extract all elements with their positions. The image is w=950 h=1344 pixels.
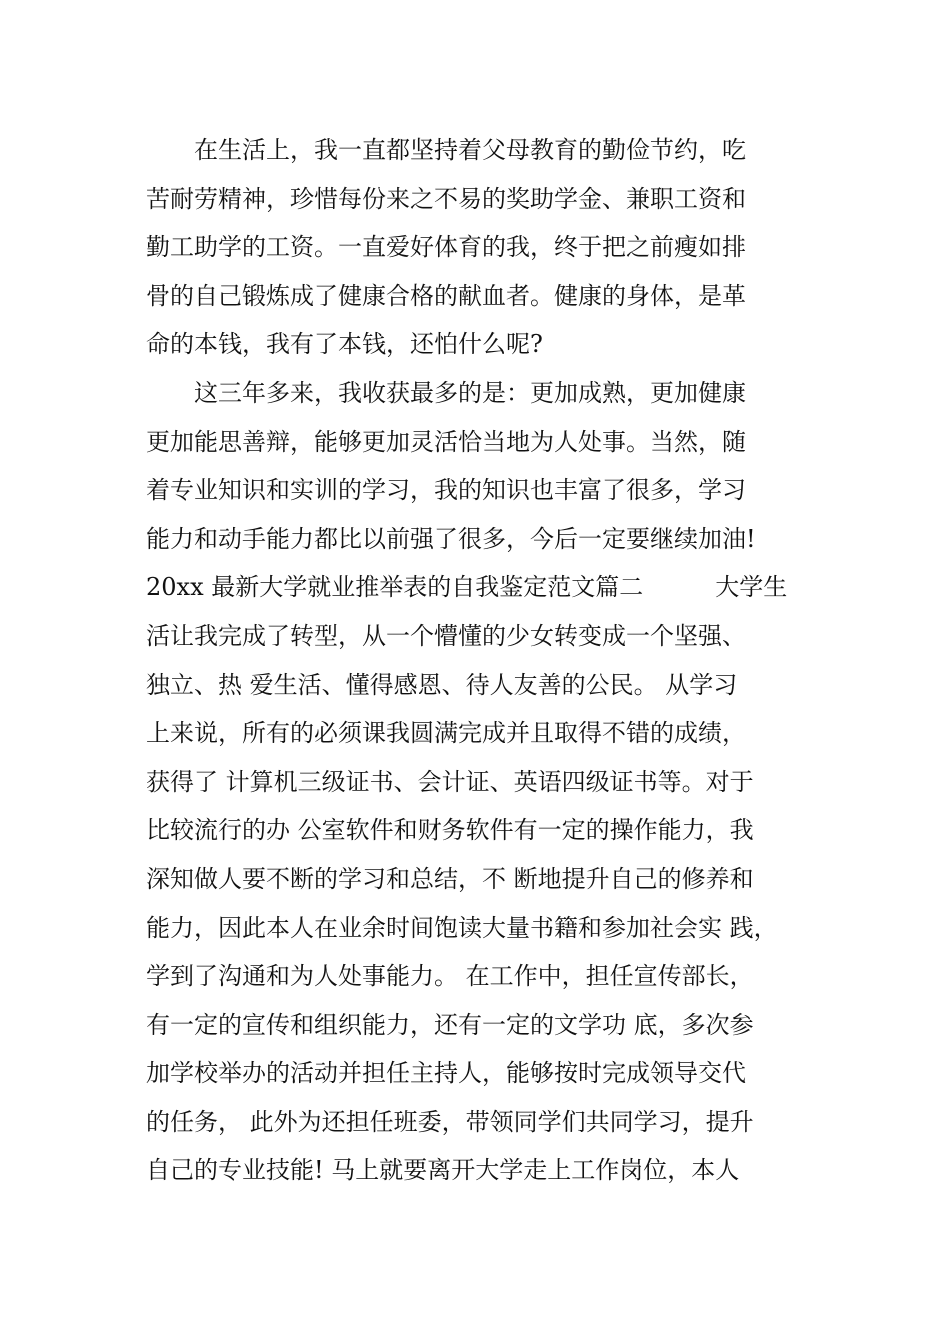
section-heading-line: 20xx 最新大学就业推举表的自我鉴定范文篇二 大学生	[146, 573, 788, 602]
text-line: 命的本钱，我有了本钱，还怕什么呢?	[146, 330, 543, 359]
body-text	[146, 126, 836, 1195]
text-line: 加学校举办的活动并担任主持人，能够按时完成领导交代	[146, 1059, 746, 1088]
text-line: 活让我完成了转型，从一个懵懂的少女转变成一个坚强、	[146, 621, 746, 650]
text-line: 苦耐劳精神，珍惜每份来之不易的奖助学金、兼职工资和	[146, 184, 746, 213]
text-line: 更加能思善辩，能够更加灵活恰当地为人处事。当然，随	[146, 427, 746, 456]
text-line: 的任务， 此外为还担任班委，带领同学们共同学习，提升	[146, 1107, 754, 1136]
text-line: 深知做人要不断的学习和总结，不 断地提升自己的修养和	[146, 864, 754, 893]
text-line: 学到了沟通和为人处事能力。 在工作中，担任宣传部长，	[146, 962, 754, 991]
text-line: 获得了 计算机三级证书、会计证、英语四级证书等。对于	[146, 767, 754, 796]
text-line: 比较流行的办 公室软件和财务软件有一定的操作能力，我	[146, 816, 754, 845]
text-line: 有一定的宣传和组织能力，还有一定的文学功 底，多次参	[146, 1010, 754, 1039]
text-line: 着专业知识和实训的学习，我的知识也丰富了很多，学习	[146, 476, 746, 505]
text-line: 这三年多来，我收获最多的是：更加成熟，更加健康	[146, 378, 746, 407]
text-line: 在生活上，我一直都坚持着父母教育的勤俭节约，吃	[146, 136, 746, 164]
text-line: 上来说，所有的必须课我圆满完成并且取得不错的成绩，	[146, 719, 746, 748]
text-line: 独立、热 爱生活、懂得感恩、待人友善的公民。 从学习	[146, 670, 738, 699]
text-line: 勤工助学的工资。一直爱好体育的我，终于把之前瘦如排	[146, 233, 746, 262]
text-line: 自己的专业技能! 马上就要离开大学走上工作岗位，本人	[146, 1156, 740, 1185]
text-line: 能力和动手能力都比以前强了很多，今后一定要继续加油!	[146, 524, 756, 553]
text-line: 骨的自己锻炼成了健康合格的献血者。健康的身体，是革	[146, 281, 746, 310]
text-line: 能力，因此本人在业余时间饱读大量书籍和参加社会实 践，	[146, 913, 778, 942]
